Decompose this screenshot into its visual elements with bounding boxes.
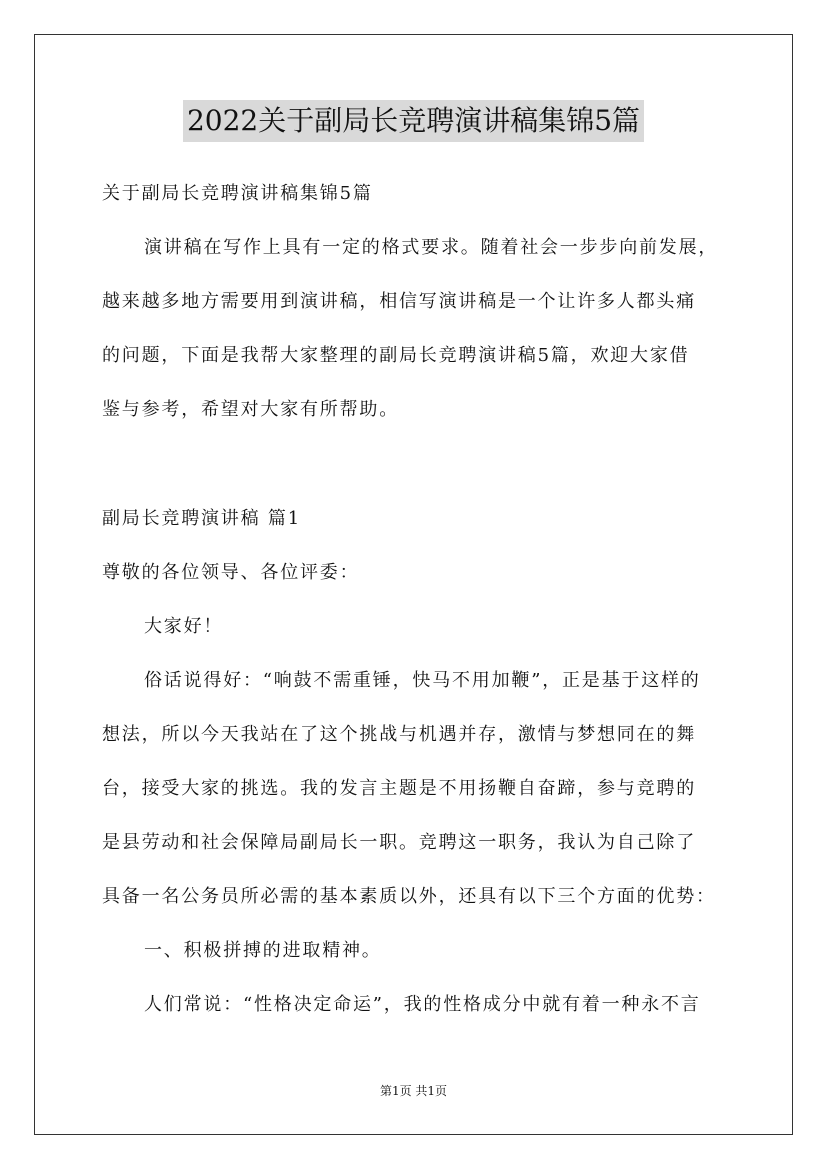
intro-line-4: 鉴与参考，希望对大家有所帮助。 bbox=[102, 399, 399, 420]
document-title: 2022关于副局长竞聘演讲稿集锦5篇 bbox=[183, 100, 644, 142]
title-container bbox=[0, 100, 827, 142]
document-subtitle: 关于副局长竞聘演讲稿集锦5篇 bbox=[102, 183, 373, 204]
point-heading: 一、积极拼搏的进取精神。 bbox=[144, 940, 382, 961]
body-line-5: 具备一名公务员所必需的基本素质以外，还具有以下三个方面的优势： bbox=[102, 886, 716, 907]
intro-line-3: 的问题，下面是我帮大家整理的副局长竞聘演讲稿5篇，欢迎大家借 bbox=[102, 345, 690, 366]
intro-line-2: 越来越多地方需要用到演讲稿，相信写演讲稿是一个让许多人都头痛 bbox=[102, 291, 696, 312]
greeting: 大家好！ bbox=[144, 616, 224, 637]
body-line-3: 台，接受大家的挑选。我的发言主题是不用扬鞭自奋蹄，参与竞聘的 bbox=[102, 778, 696, 799]
intro-line-1: 演讲稿在写作上具有一定的格式要求。随着社会一步步向前发展， bbox=[144, 237, 719, 258]
section-heading: 副局长竞聘演讲稿 篇1 bbox=[102, 508, 301, 529]
salutation: 尊敬的各位领导、各位评委： bbox=[102, 562, 360, 583]
page-footer: 第1页 共1页 bbox=[379, 1084, 448, 1098]
body-line-6: 人们常说：“性格决定命运”，我的性格成分中就有着一种永不言 bbox=[144, 994, 701, 1015]
body-line-1: 俗话说得好：“响鼓不需重锤，快马不用加鞭”，正是基于这样的 bbox=[144, 670, 701, 691]
body-line-4: 是县劳动和社会保障局副局长一职。竞聘这一职务，我认为自己除了 bbox=[102, 832, 696, 853]
body-line-2: 想法，所以今天我站在了这个挑战与机遇并存，激情与梦想同在的舞 bbox=[102, 724, 696, 745]
